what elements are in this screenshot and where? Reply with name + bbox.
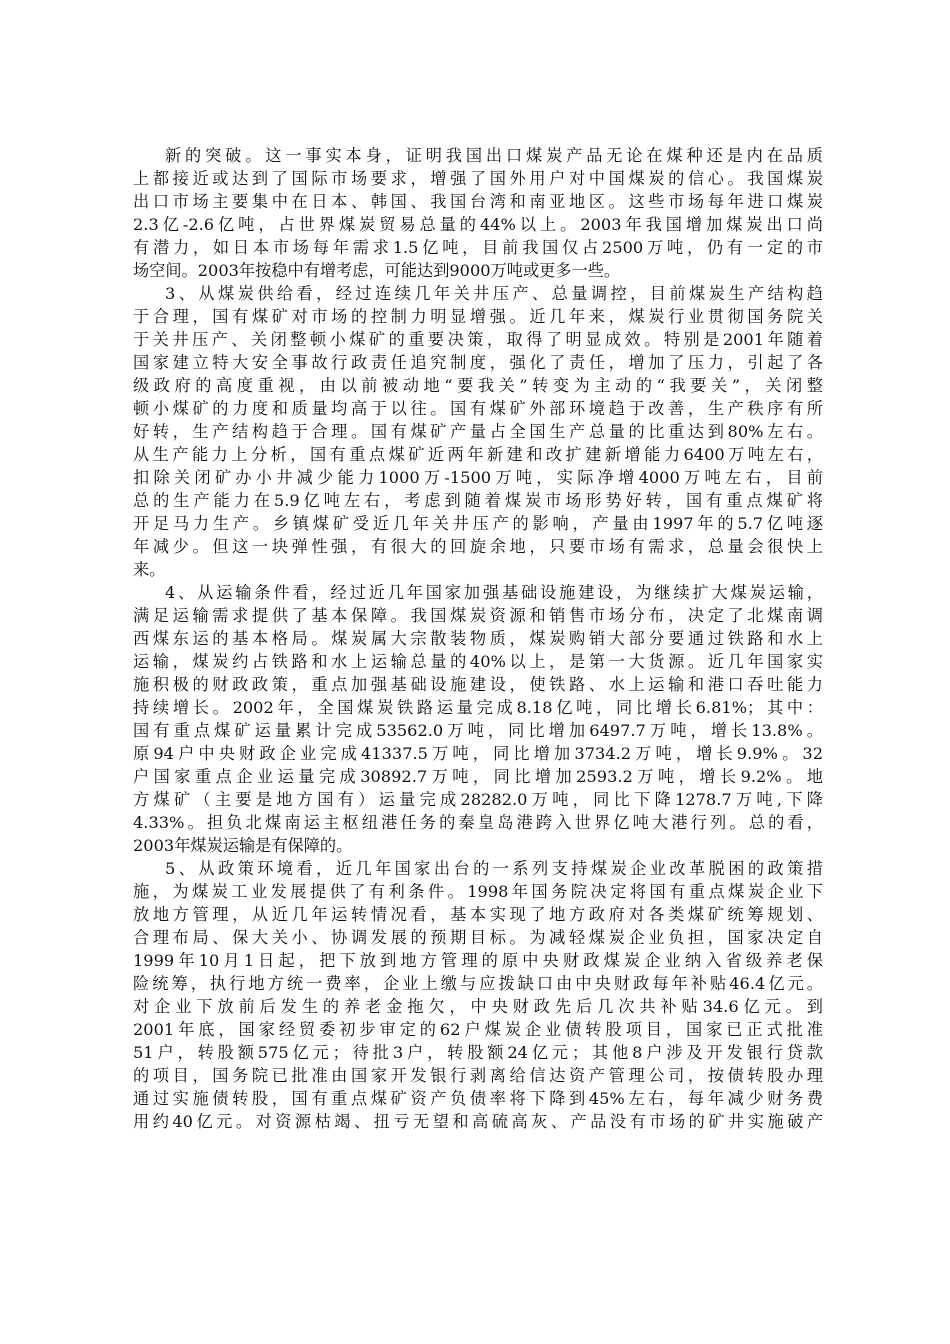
text-line: 好转，生产结构趋于合理。国有煤矿产量占全国生产总量的比重达到80%左右。 — [133, 422, 823, 441]
text-line: 方煤矿（主要是地方国有）运量完成28282.0万吨，同比下降1278.7万吨,下降 — [133, 790, 823, 809]
text-line: 的项目，国务院已批准由国家开发银行剥离给信达资产管理公司，按债转股办理 — [133, 1066, 823, 1085]
text-line: 4、从运输条件看，经过近几年国家加强基础设施建设，为继续扩大煤炭运输， — [165, 583, 823, 602]
text-line: 放地方管理，从近几年运转情况看，基本实现了地方政府对各类煤矿统筹规划、 — [133, 905, 823, 924]
paragraph-coal-supply — [133, 282, 823, 581]
document-body — [133, 144, 823, 1133]
text-line: 2.3亿-2.6亿吨，占世界煤炭贸易总量的44%以上。2003年我国增加煤炭出口尚 — [133, 215, 823, 234]
text-line: 1999年10月1日起，把下放到地方管理的原中央财政煤炭企业纳入省级养老保 — [133, 951, 823, 970]
text-line: 4.33%。担负北煤南运主枢纽港任务的秦皇岛港跨入世界亿吨大港行列。总的看， — [133, 813, 823, 832]
text-line: 新的突破。这一事实本身，证明我国出口煤炭产品无论在煤种还是内在品质 — [165, 146, 823, 165]
text-line: 2001年底，国家经贸委初步审定的62户煤炭企业债转股项目，国家已正式批准 — [133, 1020, 823, 1039]
text-line: 于合理，国有煤矿对市场的控制力明显增强。近几年来，煤炭行业贯彻国务院关 — [133, 307, 823, 326]
text-line: 3、从煤炭供给看，经过连续几年关井压产、总量调控，目前煤炭生产结构趋 — [165, 284, 823, 303]
text-line: 51户，转股额575亿元；待批3户，转股额24亿元；其他8户涉及开发银行贷款 — [133, 1043, 823, 1062]
text-line: 顿小煤矿的力度和质量均高于以往。国有煤矿外部环境趋于改善，生产秩序有所 — [133, 399, 823, 418]
paragraph-policy — [133, 857, 823, 1133]
text-line: 运输，煤炭约占铁路和水上运输总量的40%以上，是第一大货源。近几年国家实 — [133, 652, 823, 671]
text-line: 施，为煤炭工业发展提供了有利条件。1998年国务院决定将国有重点煤炭企业下 — [133, 882, 823, 901]
text-line: 持续增长。2002年，全国煤炭铁路运量完成8.18亿吨，同比增长6.81%；其中： — [133, 698, 823, 717]
text-line: 施积极的财政政策，重点加强基础设施建设，使铁路、水上运输和港口吞吐能力 — [133, 675, 823, 694]
text-line: 于关井压产、关闭整顿小煤矿的重要决策，取得了明显成效。特别是2001年随着 — [133, 330, 823, 349]
text-line: 户国家重点企业运量完成30892.7万吨，同比增加2593.2万吨，增长9.2%。地 — [133, 767, 823, 786]
text-line: 2003年煤炭运输是有保障的。 — [133, 836, 353, 855]
text-line: 西煤东运的基本格局。煤炭属大宗散装物质，煤炭购销大部分要通过铁路和水上 — [133, 629, 823, 648]
text-line: 级政府的高度重视，由以前被动地“要我关”转变为主动的“我要关”，关闭整 — [133, 376, 823, 395]
text-line: 用约40亿元。对资源枯竭、扭亏无望和高硫高灰、产品没有市场的矿井实施破产 — [133, 1112, 823, 1131]
text-line: 从生产能力上分析，国有重点煤矿近两年新建和改扩建新增能力6400万吨左右， — [133, 445, 823, 464]
text-line: 原94户中央财政企业完成41337.5万吨，同比增加3734.2万吨，增长9.9%。32 — [133, 744, 823, 763]
text-line: 开足马力生产。乡镇煤矿受近几年关井压产的影响，产量由1997年的5.7亿吨逐 — [133, 514, 823, 533]
text-line: 有潜力，如日本市场每年需求1.5亿吨，目前我国仅占2500万吨，仍有一定的市 — [133, 238, 823, 257]
text-line: 险统筹，执行地方统一费率，企业上缴与应拨缺口由中央财政每年补贴46.4亿元。 — [133, 974, 823, 993]
text-line: 年减少。但这一块弹性强，有很大的回旋余地，只要市场有需求，总量会很快上 — [133, 537, 823, 556]
text-line: 场空间。2003年按稳中有增考虑，可能达到9000万吨或更多一些。 — [133, 261, 621, 280]
paragraph-transport — [133, 581, 823, 857]
text-line: 出口市场主要集中在日本、韩国、我国台湾和南亚地区。这些市场每年进口煤炭 — [133, 192, 823, 211]
text-line: 来。 — [133, 560, 166, 579]
text-line: 5、从政策环境看，近几年国家出台的一系列支持煤炭企业改革脱困的政策措 — [165, 859, 823, 878]
paragraph-export-market — [133, 144, 823, 282]
text-line: 通过实施债转股，国有重点煤矿资产负债率将下降到45%左右，每年减少财务费 — [133, 1089, 823, 1108]
text-line: 合理布局、保大关小、协调发展的预期目标。为减轻煤炭企业负担，国家决定自 — [133, 928, 823, 947]
text-line: 上都接近或达到了国际市场要求，增强了国外用户对中国煤炭的信心。我国煤炭 — [133, 169, 823, 188]
text-line: 对企业下放前后发生的养老金拖欠，中央财政先后几次共补贴34.6亿元。到 — [133, 997, 823, 1016]
text-line: 满足运输需求提供了基本保障。我国煤炭资源和销售市场分布，决定了北煤南调 — [133, 606, 823, 625]
text-line: 总的生产能力在5.9亿吨左右，考虑到随着煤炭市场形势好转，国有重点煤矿将 — [133, 491, 823, 510]
text-line: 国家建立特大安全事故行政责任追究制度，强化了责任，增加了压力，引起了各 — [133, 353, 823, 372]
text-line: 扣除关闭矿办小井减少能力1000万-1500万吨，实际净增4000万吨左右，目前 — [133, 468, 823, 487]
text-line: 国有重点煤矿运量累计完成53562.0万吨，同比增加6497.7万吨，增长13.8%。 — [133, 721, 823, 740]
